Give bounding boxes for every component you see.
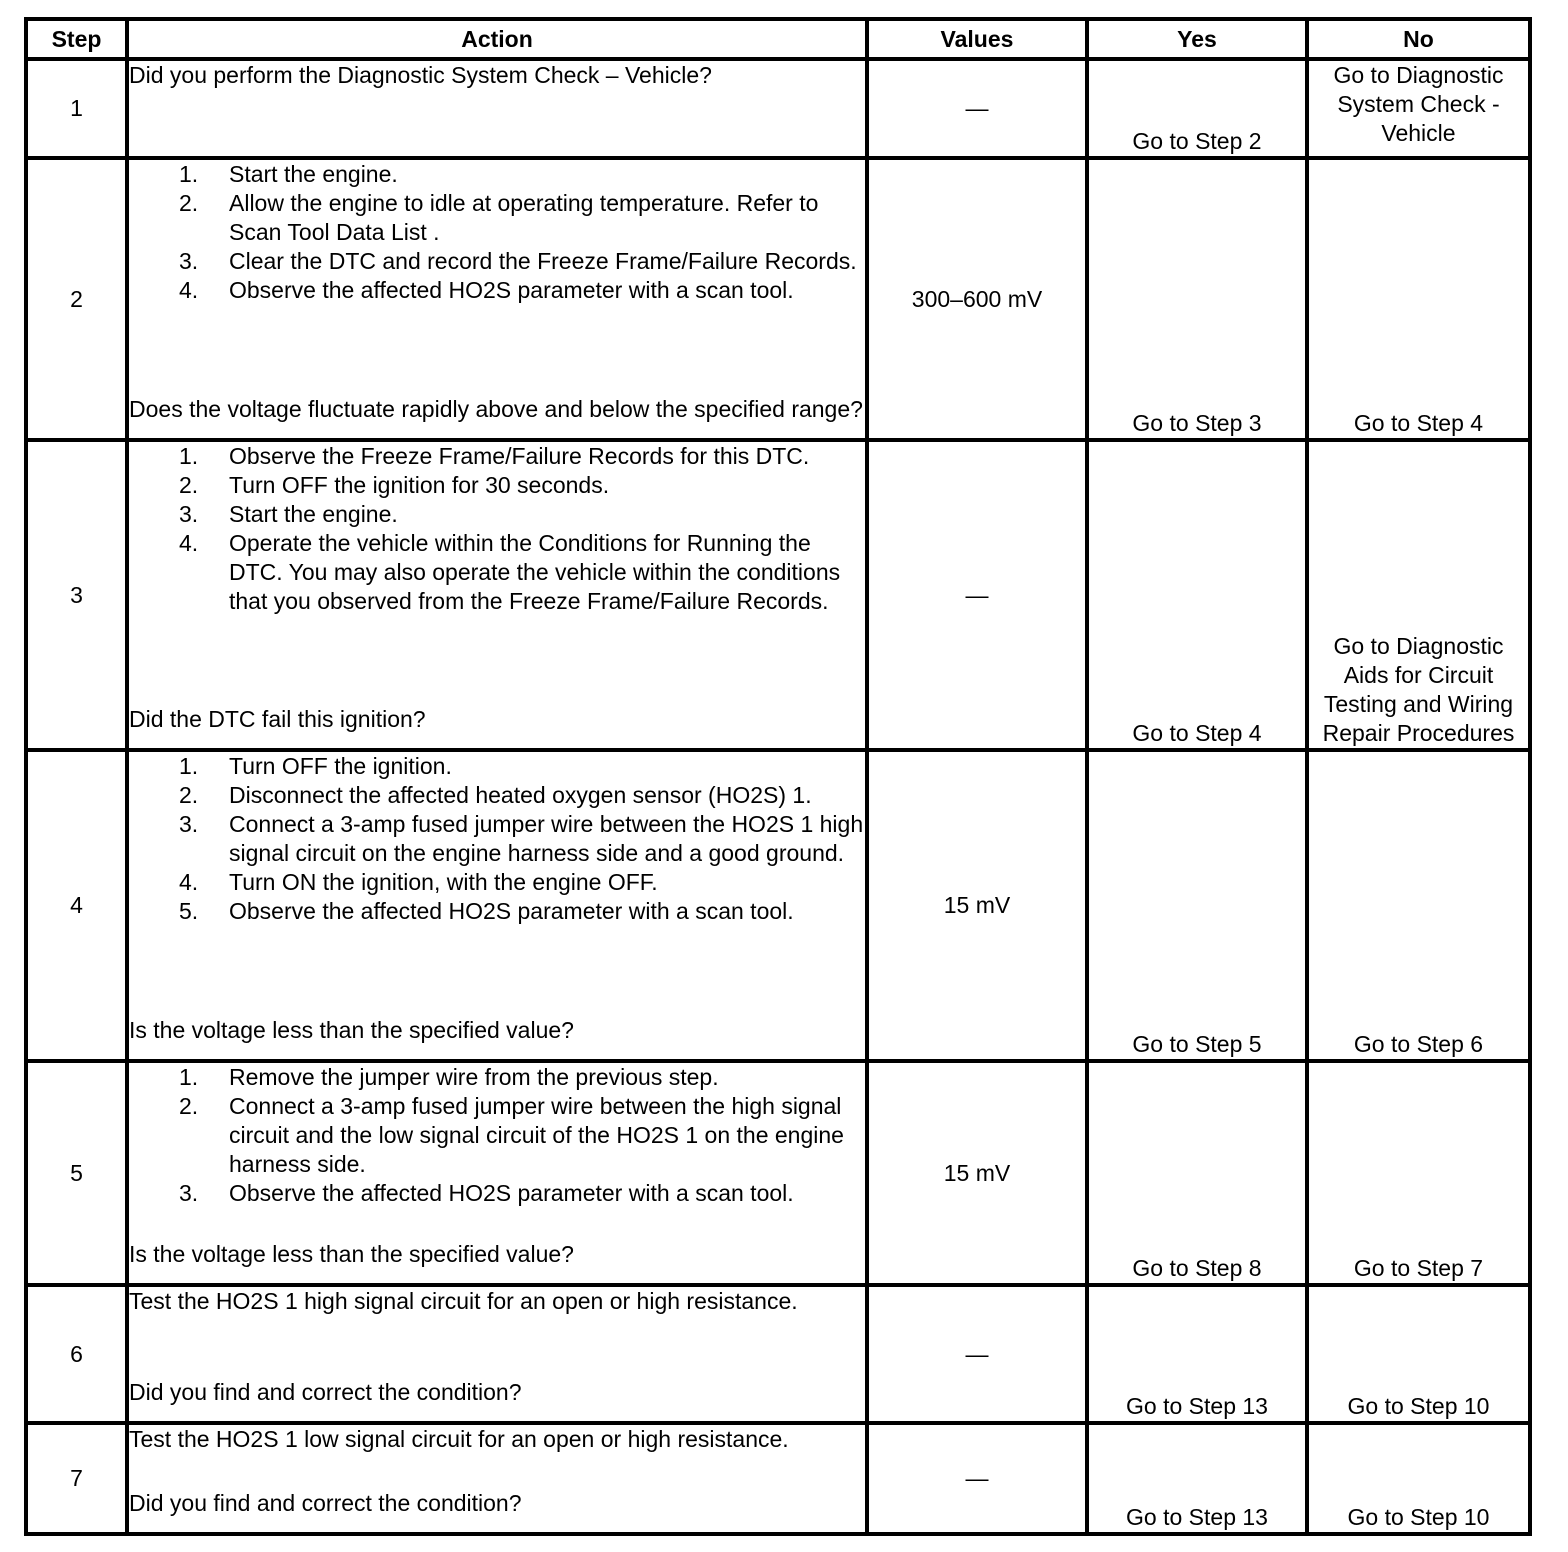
header-yes: Yes bbox=[1087, 19, 1307, 59]
header-no: No bbox=[1307, 19, 1530, 59]
action-instructions bbox=[129, 442, 865, 616]
action-step-item bbox=[129, 471, 865, 500]
action-intro: Test the HO2S 1 low signal circuit for an open or high resistance. bbox=[129, 1426, 789, 1452]
action-content bbox=[129, 442, 865, 734]
action-step-text: Observe the affected HO2S parameter with a scan tool. bbox=[229, 898, 794, 924]
action-step-text: Start the engine. bbox=[229, 161, 398, 187]
no-cell: Go to Step 6 bbox=[1307, 750, 1530, 1061]
action-question: Is the voltage less than the specified value? bbox=[129, 1241, 574, 1267]
table-body bbox=[26, 59, 1530, 1534]
action-step-list bbox=[129, 752, 865, 926]
action-cell bbox=[127, 1061, 867, 1285]
action-step-number: 3. bbox=[179, 501, 199, 527]
action-content bbox=[129, 1063, 865, 1269]
action-step-text: Remove the jumper wire from the previous step. bbox=[229, 1064, 719, 1090]
action-step-text: Start the engine. bbox=[229, 501, 398, 527]
action-question: Does the voltage fluctuate rapidly above and below the specified range? bbox=[129, 396, 863, 422]
action-instructions bbox=[129, 1287, 865, 1316]
action-question: Is the voltage less than the specified value? bbox=[129, 1017, 574, 1043]
value-cell: — bbox=[867, 440, 1087, 750]
step-number: 3 bbox=[26, 440, 127, 750]
action-step-text: Turn ON the ignition, with the engine OFF. bbox=[229, 869, 658, 895]
yes-cell: Go to Step 8 bbox=[1087, 1061, 1307, 1285]
yes-cell: Go to Step 13 bbox=[1087, 1423, 1307, 1534]
action-instructions bbox=[129, 1425, 865, 1454]
value-cell: — bbox=[867, 1423, 1087, 1534]
no-cell: Go to Step 10 bbox=[1307, 1423, 1530, 1534]
action-step-number: 1. bbox=[179, 1064, 199, 1090]
action-instructions bbox=[129, 160, 865, 305]
value-cell: — bbox=[867, 59, 1087, 158]
action-question: Did you find and correct the condition? bbox=[129, 1379, 522, 1405]
action-step-item bbox=[129, 189, 865, 247]
action-step-text: Turn OFF the ignition for 30 seconds. bbox=[229, 472, 610, 498]
action-step-number: 4. bbox=[179, 869, 199, 895]
action-content bbox=[129, 1287, 865, 1407]
table-row bbox=[26, 1423, 1530, 1534]
table-row bbox=[26, 1061, 1530, 1285]
value-cell: 15 mV bbox=[867, 1061, 1087, 1285]
header-values: Values bbox=[867, 19, 1087, 59]
no-cell: Go to Diagnostic Aids for Circuit Testing and Wiring Repair Procedures bbox=[1307, 440, 1530, 750]
action-step-number: 1. bbox=[179, 443, 199, 469]
action-step-item bbox=[129, 500, 865, 529]
value-cell: 15 mV bbox=[867, 750, 1087, 1061]
action-step-number: 1. bbox=[179, 753, 199, 779]
yes-cell: Go to Step 3 bbox=[1087, 158, 1307, 440]
action-step-number: 5. bbox=[179, 898, 199, 924]
action-step-text: Clear the DTC and record the Freeze Frame/Failure Records. bbox=[229, 248, 857, 274]
action-step-text: Turn OFF the ignition. bbox=[229, 753, 452, 779]
yes-cell: Go to Step 5 bbox=[1087, 750, 1307, 1061]
yes-cell: Go to Step 4 bbox=[1087, 440, 1307, 750]
table-row bbox=[26, 750, 1530, 1061]
action-step-number: 3. bbox=[179, 811, 199, 837]
action-step-item bbox=[129, 529, 865, 616]
action-cell bbox=[127, 440, 867, 750]
no-cell: Go to Diagnostic System Check - Vehicle bbox=[1307, 59, 1530, 158]
action-step-text: Observe the affected HO2S parameter with a scan tool. bbox=[229, 277, 794, 303]
table-row bbox=[26, 158, 1530, 440]
action-step-number: 2. bbox=[179, 782, 199, 808]
action-step-item bbox=[129, 868, 865, 897]
action-step-number: 3. bbox=[179, 248, 199, 274]
action-step-number: 2. bbox=[179, 472, 199, 498]
action-step-item bbox=[129, 442, 865, 471]
action-step-number: 2. bbox=[179, 190, 199, 216]
action-content bbox=[129, 61, 865, 142]
action-step-item bbox=[129, 781, 865, 810]
action-step-number: 4. bbox=[179, 530, 199, 556]
action-step-list bbox=[129, 442, 865, 616]
yes-cell: Go to Step 2 bbox=[1087, 59, 1307, 158]
action-content bbox=[129, 752, 865, 1045]
action-step-item bbox=[129, 897, 865, 926]
action-step-item bbox=[129, 1063, 865, 1092]
action-step-text: Allow the engine to idle at operating temperature. Refer to Scan Tool Data List . bbox=[229, 190, 819, 245]
table-row bbox=[26, 1285, 1530, 1423]
no-cell: Go to Step 4 bbox=[1307, 158, 1530, 440]
step-number: 2 bbox=[26, 158, 127, 440]
action-step-text: Operate the vehicle within the Conditions for Running the DTC. You may also operate the vehicle within the conditions that you observed from the Freeze Frame/Failure Records. bbox=[229, 530, 841, 614]
header-step: Step bbox=[26, 19, 127, 59]
action-step-number: 3. bbox=[179, 1180, 199, 1206]
action-question: Did you find and correct the condition? bbox=[129, 1490, 522, 1516]
no-cell: Go to Step 7 bbox=[1307, 1061, 1530, 1285]
action-instructions bbox=[129, 1063, 865, 1208]
action-intro: Test the HO2S 1 high signal circuit for an open or high resistance. bbox=[129, 1288, 798, 1314]
table-row bbox=[26, 59, 1530, 158]
action-step-item bbox=[129, 810, 865, 868]
action-step-text: Connect a 3-amp fused jumper wire between the high signal circuit and the low signal circuit of the HO2S 1 on the engine harness side. bbox=[229, 1093, 844, 1177]
table-row bbox=[26, 440, 1530, 750]
action-step-text: Disconnect the affected heated oxygen sensor (HO2S) 1. bbox=[229, 782, 812, 808]
action-step-text: Connect a 3-amp fused jumper wire between the HO2S 1 high signal circuit on the engine harness side and a good ground. bbox=[229, 811, 864, 866]
value-cell: 300–600 mV bbox=[867, 158, 1087, 440]
step-number: 5 bbox=[26, 1061, 127, 1285]
action-step-text: Observe the affected HO2S parameter with a scan tool. bbox=[229, 1180, 794, 1206]
action-step-item bbox=[129, 160, 865, 189]
action-cell bbox=[127, 59, 867, 158]
diagnostic-table bbox=[24, 17, 1532, 1536]
action-step-list bbox=[129, 160, 865, 305]
value-cell: — bbox=[867, 1285, 1087, 1423]
step-number: 4 bbox=[26, 750, 127, 1061]
action-step-item bbox=[129, 1092, 865, 1179]
header-action: Action bbox=[127, 19, 867, 59]
action-step-text: Observe the Freeze Frame/Failure Records for this DTC. bbox=[229, 443, 810, 469]
action-step-item bbox=[129, 1179, 865, 1208]
step-number: 7 bbox=[26, 1423, 127, 1534]
action-step-number: 1. bbox=[179, 161, 199, 187]
action-step-list bbox=[129, 1063, 865, 1208]
action-content bbox=[129, 160, 865, 424]
action-cell bbox=[127, 750, 867, 1061]
step-number: 6 bbox=[26, 1285, 127, 1423]
action-question: Did the DTC fail this ignition? bbox=[129, 706, 426, 732]
step-number: 1 bbox=[26, 59, 127, 158]
yes-cell: Go to Step 13 bbox=[1087, 1285, 1307, 1423]
action-step-number: 4. bbox=[179, 277, 199, 303]
action-cell bbox=[127, 1285, 867, 1423]
no-cell: Go to Step 10 bbox=[1307, 1285, 1530, 1423]
action-cell bbox=[127, 1423, 867, 1534]
action-step-item bbox=[129, 247, 865, 276]
action-step-item bbox=[129, 276, 865, 305]
action-question: Did you perform the Diagnostic System Check – Vehicle? bbox=[129, 62, 712, 88]
action-instructions bbox=[129, 752, 865, 926]
action-content bbox=[129, 1425, 865, 1518]
header-row bbox=[26, 19, 1530, 59]
action-cell bbox=[127, 158, 867, 440]
action-step-item bbox=[129, 752, 865, 781]
action-step-number: 2. bbox=[179, 1093, 199, 1119]
